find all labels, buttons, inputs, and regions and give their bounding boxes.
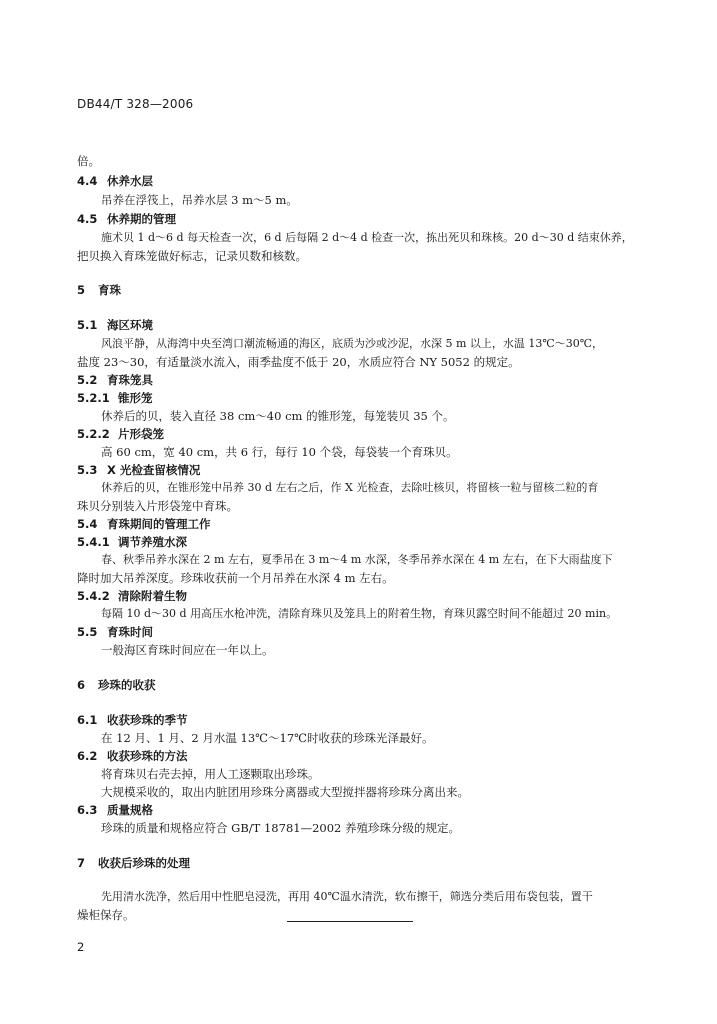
- body-line: 一般海区育珠时间应在一年以上。: [101, 643, 274, 657]
- body-line: 休养后的贝，装入直径 38 cm～40 cm 的锥形笼，每笼装贝 35 个。: [101, 409, 455, 423]
- section-heading-5-2-2: 5.2.2 片形袋笼: [77, 427, 164, 441]
- body-line: 每隔 10 d～30 d 用高压水枪冲洗，清除育珠贝及笼具上的附着生物，育珠贝露空时间不能超过 20 min。: [101, 607, 618, 620]
- body-line: 盐度 23～30，有适量淡水流入，雨季盐度不低于 20，水质应符合 NY 5052 的规定。: [77, 355, 520, 369]
- section-heading-5-4-2: 5.4.2 清除附着生物: [77, 589, 187, 603]
- body-line: 休养后的贝，在锥形笼中吊养 30 d 左右之后，作 X 光检查，去除吐核贝，将留核一粒与留核二粒的育: [101, 481, 599, 494]
- chapter-heading-5: 5 育珠: [77, 283, 121, 297]
- body-line: 吊养在浮筏上，吊养水层 3 m～5 m。: [101, 193, 298, 207]
- section-heading-4-4: 4.4 休养水层: [77, 174, 153, 188]
- section-heading-5-1: 5.1 海区环境: [77, 318, 153, 332]
- section-heading-6-2: 6.2 收获珍珠的方法: [77, 749, 188, 763]
- section-heading-6-3: 6.3 质量规格: [77, 803, 153, 817]
- body-line: 大规模采收的，取出内脏团用珍珠分离器或大型搅拌器将珍珠分离出来。: [101, 785, 469, 799]
- body-line: 珠贝分别装入片形袋笼中育珠。: [77, 499, 238, 513]
- page-number: 2: [77, 940, 85, 954]
- section-heading-4-5: 4.5 休养期的管理: [77, 212, 176, 226]
- section-heading-5-3: 5.3 X 光检查留核情况: [77, 463, 201, 477]
- chapter-heading-6: 6 珍珠的收获: [77, 678, 156, 692]
- chapter-heading-7: 7 收获后珍珠的处理: [77, 856, 190, 870]
- body-line: 在 12 月、1 月、2 月水温 13℃～17℃时收获的珍珠光泽最好。: [101, 731, 434, 745]
- section-heading-5-4-1: 5.4.1 调节养殖水深: [77, 535, 187, 549]
- body-line: 高 60 cm，宽 40 cm，共 6 行，每行 10 个袋，每袋装一个育珠贝。: [101, 445, 458, 459]
- document-id: DB44/T 328—2006: [77, 97, 194, 111]
- section-heading-5-2-1: 5.2.1 锥形笼: [77, 391, 153, 405]
- body-line: 珍珠的质量和规格应符合 GB/T 18781—2002 养殖珍珠分级的规定。: [101, 821, 460, 835]
- end-of-text-rule: [287, 921, 413, 922]
- section-heading-5-5: 5.5 育珠时间: [77, 625, 153, 639]
- body-line: 把贝换入育珠笼做好标志，记录贝数和核数。: [77, 249, 307, 263]
- body-line: 降时加大吊养深度。珍珠收获前一个月吊养在水深 4 m 左右。: [77, 571, 394, 585]
- section-heading-5-4: 5.4 育珠期间的管理工作: [77, 517, 211, 531]
- body-line: 先用清水洗净，然后用中性肥皂浸洗，再用 40℃温水清洗，软布擦干，筛选分类后用布袋包装，置干: [101, 890, 593, 903]
- body-line: 风浪平静，从海湾中央至湾口潮流畅通的海区，底质为沙或沙泥，水深 5 m 以上，水温 13℃～30℃，: [101, 337, 604, 350]
- section-heading-5-2: 5.2 育珠笼具: [77, 373, 153, 387]
- body-line: 倍。: [77, 154, 100, 168]
- body-line: 将育珠贝右壳去掉，用人工逐颗取出珍珠。: [101, 767, 320, 781]
- body-line: 燥柜保存。: [77, 908, 135, 922]
- body-line: 春、秋季吊养水深在 2 m 左右，夏季吊在 3 m～4 m 水深，冬季吊养水深在 4 m 左右，在下大雨盐度下: [101, 553, 613, 566]
- body-line: 施术贝 1 d～6 d 每天检查一次，6 d 后每隔 2 d～4 d 检查一次，拣出死贝和珠核。20 d～30 d 结束休养，: [101, 231, 633, 244]
- section-heading-6-1: 6.1 收获珍珠的季节: [77, 713, 188, 727]
